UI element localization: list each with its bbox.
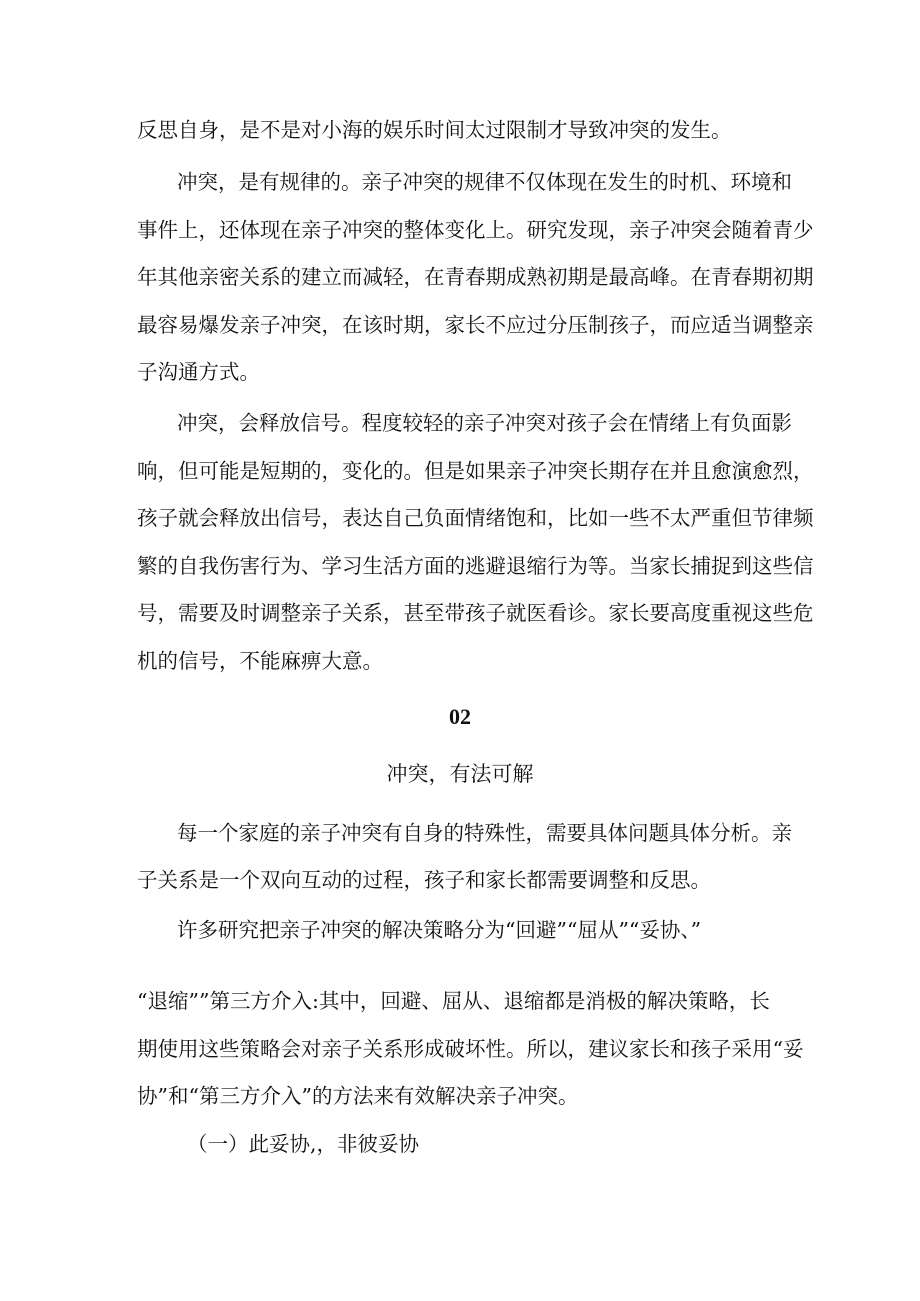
section-title: 冲突，有法可解 bbox=[386, 762, 534, 786]
paragraph-line: 号，需要及时调整亲子关系，甚至带孩子就医看诊。家长要高度重视这些危 bbox=[137, 601, 814, 625]
paragraph-line: 最容易爆发亲子冲突，在该时期，家长不应过分压制孩子，而应适当调整亲 bbox=[137, 313, 814, 337]
paragraph-line: 冲突，会释放信号。程度较轻的亲子冲突对孩子会在情绪上有负面影 bbox=[177, 411, 792, 435]
paragraph-line: 协”和“第三方介入”的方法来有效解决亲子冲突。 bbox=[137, 1084, 579, 1108]
paragraph-line: 事件上，还体现在亲子冲突的整体变化上。研究发现，亲子冲突会随着青少 bbox=[137, 218, 814, 242]
paragraph-line: 年其他亲密关系的建立而减轻，在青春期成熟初期是最高峰。在青春期初期 bbox=[137, 265, 814, 289]
paragraph-line: 许多研究把亲子冲突的解决策略分为“回避”“屈从”“妥协、” bbox=[177, 918, 702, 942]
sub-heading: （一）此妥协,，非彼妥协 bbox=[187, 1132, 420, 1156]
paragraph-line: 子沟通方式。 bbox=[137, 360, 260, 384]
paragraph-line: 机的信号，不能麻痹大意。 bbox=[137, 649, 383, 673]
paragraph-line: “退缩””第三方介入:其中，回避、屈从、退缩都是消极的解决策略，长 bbox=[137, 989, 770, 1013]
paragraph-line: 冲突，是有规律的。亲子冲突的规律不仅体现在发生的时机、环境和 bbox=[177, 170, 792, 194]
paragraph-line: 每一个家庭的亲子冲突有自身的特殊性，需要具体问题具体分析。亲 bbox=[177, 821, 792, 845]
paragraph-line: 子关系是一个双向互动的过程，孩子和家长都需要调整和反思。 bbox=[137, 868, 711, 892]
paragraph-line: 期使用这些策略会对亲子关系形成破坏性。所以，建议家长和孩子采用“妥 bbox=[137, 1037, 804, 1061]
section-number: 02 bbox=[449, 704, 471, 729]
paragraph-line: 孩子就会释放出信号，表达自己负面情绪饱和，比如一些不太严重但节律频 bbox=[137, 506, 814, 530]
paragraph-line: 繁的自我伤害行为、学习生活方面的逃避退缩行为等。当家长捕捉到这些信 bbox=[137, 554, 814, 578]
paragraph-line: 反思自身，是不是对小海的娱乐时间太过限制才导致冲突的发生。 bbox=[137, 118, 732, 142]
paragraph-line: 响，但可能是短期的，变化的。但是如果亲子冲突长期存在并且愈演愈烈， bbox=[137, 459, 814, 483]
